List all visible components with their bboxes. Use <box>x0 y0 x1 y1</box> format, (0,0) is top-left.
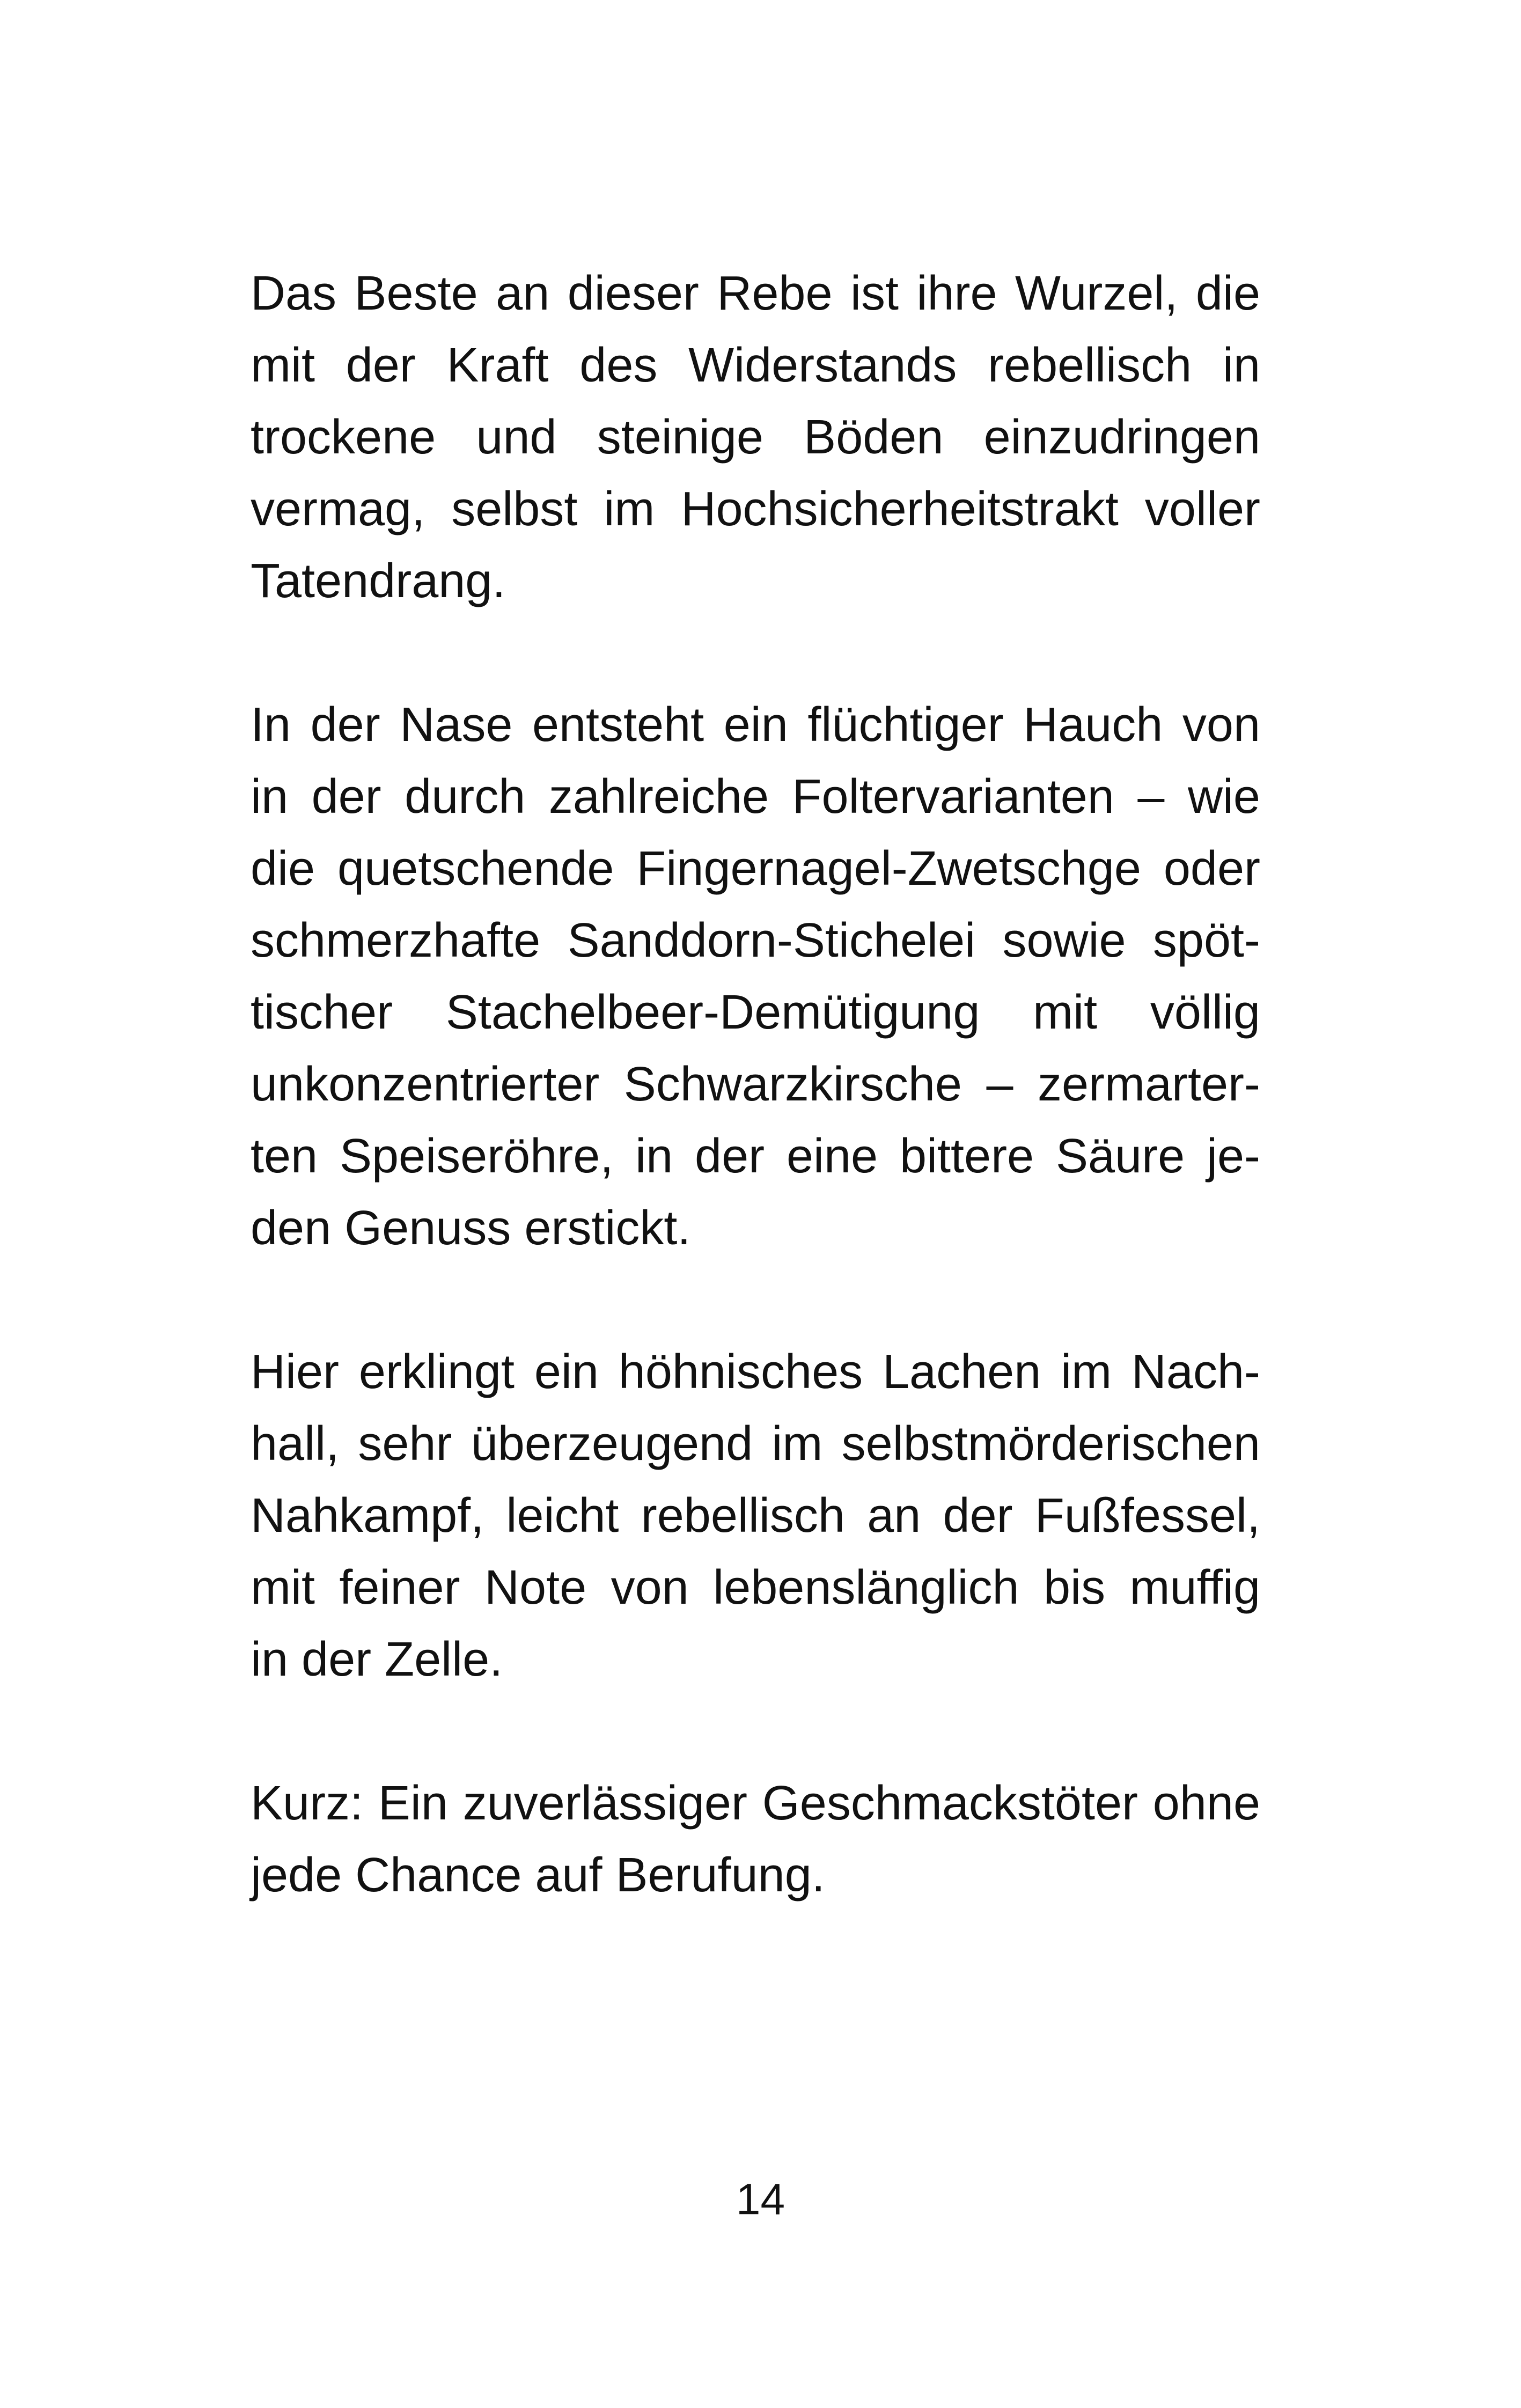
text-line: In der Nase entsteht ein flüchtiger Hauch von <box>251 698 1260 752</box>
text-line: mit der Kraft des Widerstands rebellisch in <box>251 339 1260 392</box>
text-line: den Genuss erstickt. <box>251 1201 691 1255</box>
page-number: 14 <box>736 2175 785 2224</box>
paragraph-2 <box>251 689 1260 1264</box>
text-line: Hier erklingt ein höhnisches Lachen im Nach- <box>251 1345 1260 1399</box>
text-line: hall, sehr überzeugend im selbstmörderischen <box>251 1417 1260 1471</box>
text-line: schmerzhafte Sanddorn-Stichelei sowie spöt- <box>251 914 1260 967</box>
paragraph-3 <box>251 1336 1260 1695</box>
text-line: die quetschende Fingernagel-Zwetschge oder <box>251 842 1260 895</box>
paragraph-4 <box>251 1767 1260 1911</box>
text-line: tischer Stachelbeer-Demütigung mit völlig <box>251 986 1260 1039</box>
text-line: Das Beste an dieser Rebe ist ihre Wurzel, die <box>251 267 1260 320</box>
text-line: unkonzentrierter Schwarzkirsche – zermarter- <box>251 1058 1260 1111</box>
text-line: Kurz: Ein zuverlässiger Geschmackstöter ohne <box>251 1776 1260 1830</box>
text-line: Nahkampf, leicht rebellisch an der Fußfessel, <box>251 1489 1260 1543</box>
text-line: trockene und steinige Böden einzudringen <box>251 410 1260 464</box>
text-line: ten Speiseröhre, in der eine bittere Säure je- <box>251 1129 1260 1183</box>
text-line: vermag, selbst im Hochsicherheitstrakt voller <box>251 482 1260 536</box>
body-text <box>251 258 1260 1983</box>
text-line: in der durch zahlreiche Foltervarianten – wie <box>251 770 1260 824</box>
text-line: in der Zelle. <box>251 1633 503 1686</box>
text-line: mit feiner Note von lebenslänglich bis muffig <box>251 1561 1260 1614</box>
paragraph-1 <box>251 258 1260 617</box>
text-line: jede Chance auf Berufung. <box>251 1848 825 1902</box>
text-line: Tatendrang. <box>251 554 506 608</box>
